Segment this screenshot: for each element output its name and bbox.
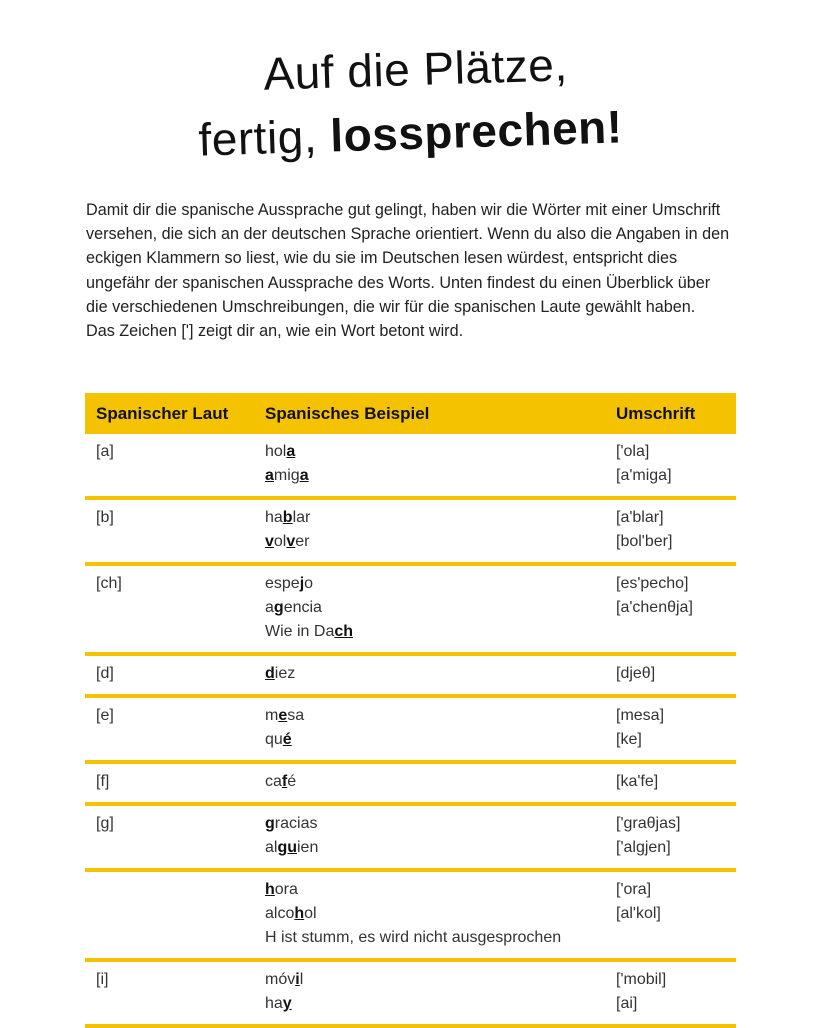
example-word (265, 464, 605, 488)
sound-cell: [b] (96, 509, 114, 526)
example-text: móv (265, 971, 296, 988)
example-cell (254, 762, 605, 804)
example-cell (254, 434, 605, 498)
example-text: ora (274, 881, 298, 898)
example-word (265, 530, 605, 554)
example-word (265, 620, 605, 644)
example-text: iez (274, 665, 296, 682)
table-header-row (85, 393, 736, 434)
table-row (85, 654, 736, 696)
transcription-cell (605, 762, 736, 804)
page-title (0, 38, 821, 166)
example-text: alco (265, 905, 295, 922)
transcription: ['graθjas] (616, 815, 681, 832)
transcription: [mesa] (616, 707, 665, 724)
transcription: [al'kol] (616, 905, 661, 922)
table-row (85, 696, 736, 762)
sound-cell: [i] (96, 971, 109, 988)
highlighted-letters: i (295, 971, 300, 988)
example-cell (254, 654, 605, 696)
transcription-cell (605, 654, 736, 696)
transcription: ['ora] (616, 881, 652, 898)
example-cell (254, 870, 605, 960)
table-row (85, 960, 736, 1026)
title-line-2-bold: lossprechen! (329, 100, 624, 162)
sound-cell: [a] (96, 443, 114, 460)
highlighted-letters: gu (277, 839, 297, 856)
example-word (265, 992, 605, 1016)
transcription-cell (605, 804, 736, 870)
example-text: ol (304, 905, 317, 922)
example-text: l (299, 971, 304, 988)
example-text: ien (297, 839, 319, 856)
intro-text (86, 198, 736, 343)
highlighted-letters: g (273, 599, 284, 616)
transcription: [ke] (616, 731, 642, 748)
example-text: o (304, 575, 314, 592)
pronunciation-table (85, 393, 736, 1028)
example-text: encia (283, 599, 322, 616)
example-cell (254, 696, 605, 762)
example-text: ha (265, 509, 283, 526)
example-word (265, 878, 605, 902)
highlighted-letters: j (299, 575, 305, 592)
highlighted-letters: g (265, 815, 275, 832)
example-word (265, 572, 605, 596)
transcription-cell (605, 498, 736, 564)
table-row (85, 804, 736, 870)
intro-paragraph: Damit dir die spanische Aussprache gut gelingt, haben wir die Wörter mit einer Umschrift versehen, die sich an der deutschen Sprache orientiert. Wenn du also die Angaben in den eckigen Klammern so liest, wie du sie im Deutschen lesen würdest, entspricht dies ungefähr der spanischen Aussprache des Worts. Unten findest du einen Überblick über die verschiedenen Umschreibungen, die wir für die spanischen Laute gewählt haben. (86, 201, 730, 316)
example-cell (254, 564, 605, 654)
example-word (265, 770, 605, 794)
transcription-cell (605, 960, 736, 1026)
example-text: racias (274, 815, 318, 832)
example-text: mig (273, 467, 300, 484)
example-cell (254, 960, 605, 1026)
transcription: ['algjen] (616, 839, 671, 856)
example-word (265, 704, 605, 728)
table-body (85, 434, 736, 1026)
highlighted-letters: a (265, 467, 274, 484)
example-word (265, 902, 605, 926)
example-text: a (265, 599, 274, 616)
example-word (265, 926, 605, 950)
highlighted-letters: h (294, 905, 305, 922)
header-transcription: Umschrift (605, 393, 736, 434)
transcription: [a'miga] (616, 467, 672, 484)
highlighted-letters: ch (334, 623, 354, 640)
highlighted-letters: h (265, 881, 275, 898)
example-word (265, 440, 605, 464)
transcription: ['mobil] (616, 971, 667, 988)
header-example: Spanisches Beispiel (254, 393, 605, 434)
transcription: [ka'fe] (616, 773, 659, 790)
example-word (265, 968, 605, 992)
table-row (85, 564, 736, 654)
transcription: [a'blar] (616, 509, 664, 526)
sound-cell: [d] (96, 665, 114, 682)
highlighted-letters: f (281, 773, 288, 790)
example-cell (254, 804, 605, 870)
highlighted-letters: é (282, 731, 292, 748)
example-text: er (295, 533, 310, 550)
table-row (85, 434, 736, 498)
example-text: al (265, 839, 278, 856)
highlighted-letters: y (282, 995, 292, 1012)
example-text: m (265, 707, 279, 724)
example-text: sa (287, 707, 305, 724)
stress-note: Das Zeichen ['] zeigt dir an, wie ein Wort betont wird. (86, 322, 464, 341)
example-text: espe (265, 575, 300, 592)
sound-cell: [f] (96, 773, 110, 790)
example-text: ha (265, 995, 283, 1012)
transcription-cell (605, 564, 736, 654)
example-word (265, 662, 605, 686)
example-word (265, 728, 605, 752)
example-text: lar (292, 509, 311, 526)
highlighted-letters: a (286, 443, 296, 460)
highlighted-letters: v (286, 533, 296, 550)
example-text: Wie in Da (265, 623, 335, 640)
example-text: é (287, 773, 297, 790)
sound-cell: [ch] (96, 575, 122, 592)
example-text: ca (265, 773, 282, 790)
example-cell (254, 498, 605, 564)
sound-cell: [g] (96, 815, 114, 832)
example-text: H ist stumm, es wird nicht ausgesprochen (265, 929, 562, 946)
transcription: [ai] (616, 995, 638, 1012)
example-text: hol (265, 443, 287, 460)
transcription: [bol'ber] (616, 533, 673, 550)
highlighted-letters: d (265, 665, 275, 682)
transcription-cell (605, 434, 736, 498)
sound-cell (85, 870, 254, 960)
transcription-cell (605, 870, 736, 960)
title-line-2-regular: fertig, (197, 109, 332, 166)
table-row (85, 498, 736, 564)
example-word (265, 836, 605, 860)
example-word (265, 506, 605, 530)
highlighted-letters: v (265, 533, 274, 550)
example-word (265, 812, 605, 836)
header-sound: Spanischer Laut (85, 393, 254, 434)
title-line-1: Auf die Plätze, (262, 38, 569, 100)
highlighted-letters: e (278, 707, 288, 724)
example-text: ol (273, 533, 287, 550)
transcription: ['ola] (616, 443, 650, 460)
highlighted-letters: b (282, 509, 293, 526)
example-text: qu (265, 731, 283, 748)
table-row (85, 762, 736, 804)
example-word (265, 596, 605, 620)
transcription: [a'chenθja] (616, 599, 693, 616)
table-row (85, 870, 736, 960)
sound-cell: [e] (96, 707, 114, 724)
transcription: [djeθ] (616, 665, 656, 682)
highlighted-letters: a (299, 467, 309, 484)
transcription: [es'pecho] (616, 575, 689, 592)
transcription-cell (605, 696, 736, 762)
